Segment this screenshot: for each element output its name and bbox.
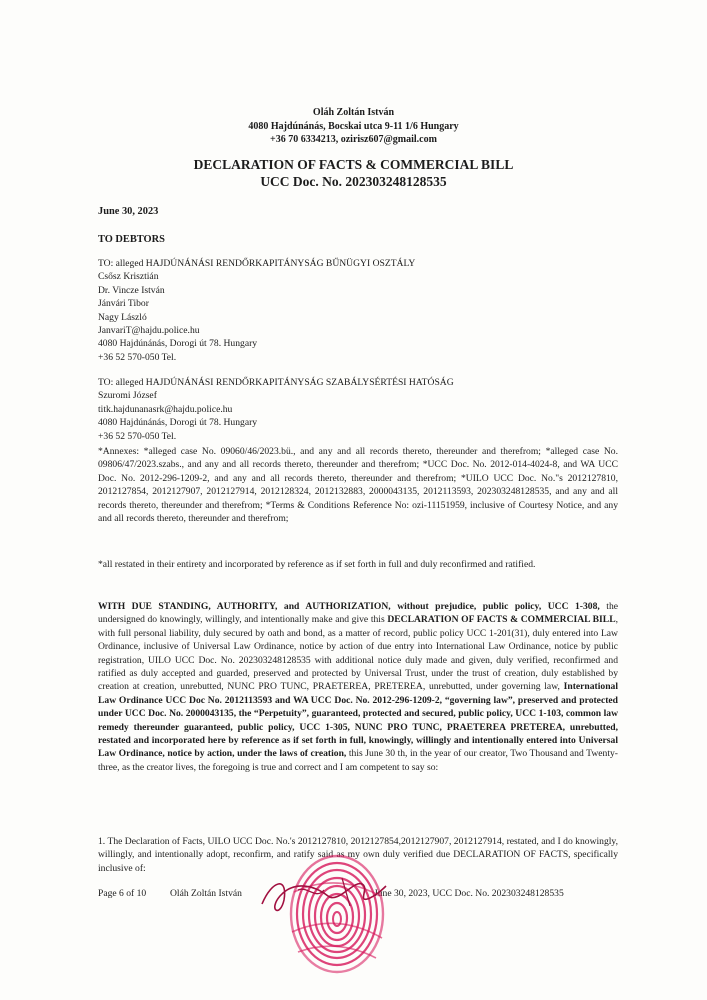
declaration-closing: this June 30 th, in the year of our creator, Two Thousand and Twenty-three, as the creator lives, the foregoing is true and correct and I am competent to say so: [98,748,618,773]
declaration-text: , with full personal liability, duly secured by oath and bond, as a matter of record, public policy UCC 1-201(31), duly entered into Law Ordinance, inclusive of Universal Law Ordinance, notice by action of due entry into International Law Ordinance, notice by public registration, UILO UCC Doc. No. 202303248128535 with additional notice duly made and given, duly verified, reconfirmed and ratified as duly accepted and guarded, preserved and protected by Universal Trust, under the trust of creation, duly established by creation at creation, unrebutted, NUNC PRO TUNC, PRAETEREA, PRETEREA, unrebutted, under governing law, [98,614,618,693]
footer-reference: June 30, 2023, UCC Doc. No. 202303248128535 [374,888,564,899]
sender-contact: +36 70 6334213, ozirisz607@gmail.com [270,134,437,145]
footer-name: Oláh Zoltán István [170,888,242,899]
recipient-block-1 [98,257,618,364]
recipient-line: titk.hajdunanasrk@hajdu.police.hu [98,403,233,415]
recipient-line: Dr. Vincze István [98,284,165,296]
document-date: June 30, 2023 [98,206,159,217]
sender-address: 4080 Hajdúnánás, Bocskai utca 9-11 1/6 Hungary [248,120,459,132]
title-line-2: UCC Doc. No. 202303248128535 [260,174,447,189]
declaration-opening: WITH DUE STANDING, AUTHORITY, and AUTHORIZATION, without prejudice, public policy, UCC 1-308, [98,601,600,612]
sender-name: Oláh Zoltán István [312,107,395,118]
to-debtors-heading: TO DEBTORS [98,234,165,245]
recipient-line: 4080 Hajdúnánás, Dorogi út 78. Hungary [98,338,258,350]
recipient-line: Csősz Krisztián [98,271,159,283]
recipient-line: 4080 Hajdúnánás, Dorogi út 78. Hungary [98,417,258,429]
page-number: Page 6 of 10 [98,888,147,899]
recipient-block-2 [98,376,618,443]
recipient-line: +36 52 570-050 Tel. [98,351,177,363]
recipient-line: Szuromi József [98,390,157,402]
declaration-title-ref: DECLARATION OF FACTS & COMMERCIAL BILL [387,614,616,626]
declaration-text: the undersigned do knowingly, willingly, and intentionally make and give this [98,601,618,626]
title-line-1: DECLARATION OF FACTS & COMMERCIAL BILL [193,157,514,172]
sender-block [0,106,707,147]
recipient-line: Nagy László [98,311,147,323]
recipient-line: TO: alleged HAJDÚNÁNÁSI RENDŐRKAPITÁNYSÁG BŰNÜGYI OSZTÁLY [98,258,416,269]
governing-law-text: International Law Ordinance UCC Doc No. 2012113593 and WA UCC Doc. No. 2012-296-1209-2, “governing law”, preserved and protected under UCC Doc. No. 2000043135, the “Perpetuity”, guaranteed, protected and secured, public policy, UCC 1-103, common law remedy thereunder guaranteed, public policy, UCC 1-305, NUNC PRO TUNC, PRAETEREA PRETEREA, unrebutted, restated and incorporated here by reference as if set forth in full, knowingly, willingly and intentionally entered into Universal Law Ordinance, notice by action, under the laws of creation, [98,681,618,760]
recipient-line: JanvariT@hajdu.police.hu [98,325,200,337]
item-1-paragraph: 1. The Declaration of Facts, UILO UCC Doc. No.'s 2012127810, 2012127854,2012127907, 2012127914, restated, and I do knowingly, willingly, and intentionally adopt, reconfirm, and ratify said as my own duly verified due DECLARATION OF FACTS, specifically inclusive of: [98,836,618,874]
document-title [0,156,707,190]
recipient-line: TO: alleged HAJDÚNÁNÁSI RENDŐRKAPITÁNYSÁG SZABÁLYSÉRTÉSI HATÓSÁG [98,377,454,388]
restated-paragraph: *all restated in their entirety and incorporated by reference as if set forth in full and duly reconfirmed and ratified. [98,559,536,570]
annexes-paragraph: *Annexes: *alleged case No. 09060/46/2023.bü., and any and all records thereto, thereunder and therefrom; *alleged case No. 09806/47/2023.szabs., and any and all records thereto, thereunder and therefrom; *UCC Doc. No. 2012-014-4024-8, and WA UCC Doc. No. 2012-296-1209-2, and any and all records thereto, thereunder and therefrom; *UILO UCC Doc. No."s 2012127810, 2012127854, 2012127907, 2012127914, 2012128324, 2012132883, 2000043135, 2012113593, 202303248128535, and any and all records thereto, thereunder and therefrom; *Terms & Conditions Reference No: ozi-11151959, inclusive of Courtesy Notice, and any and all records thereto, thereunder and therefrom; [98,446,618,525]
signature-mark [258,860,388,940]
recipient-line: +36 52 570-050 Tel. [98,430,177,442]
recipient-line: Jánvári Tibor [98,298,149,310]
declaration-paragraph [98,600,618,774]
